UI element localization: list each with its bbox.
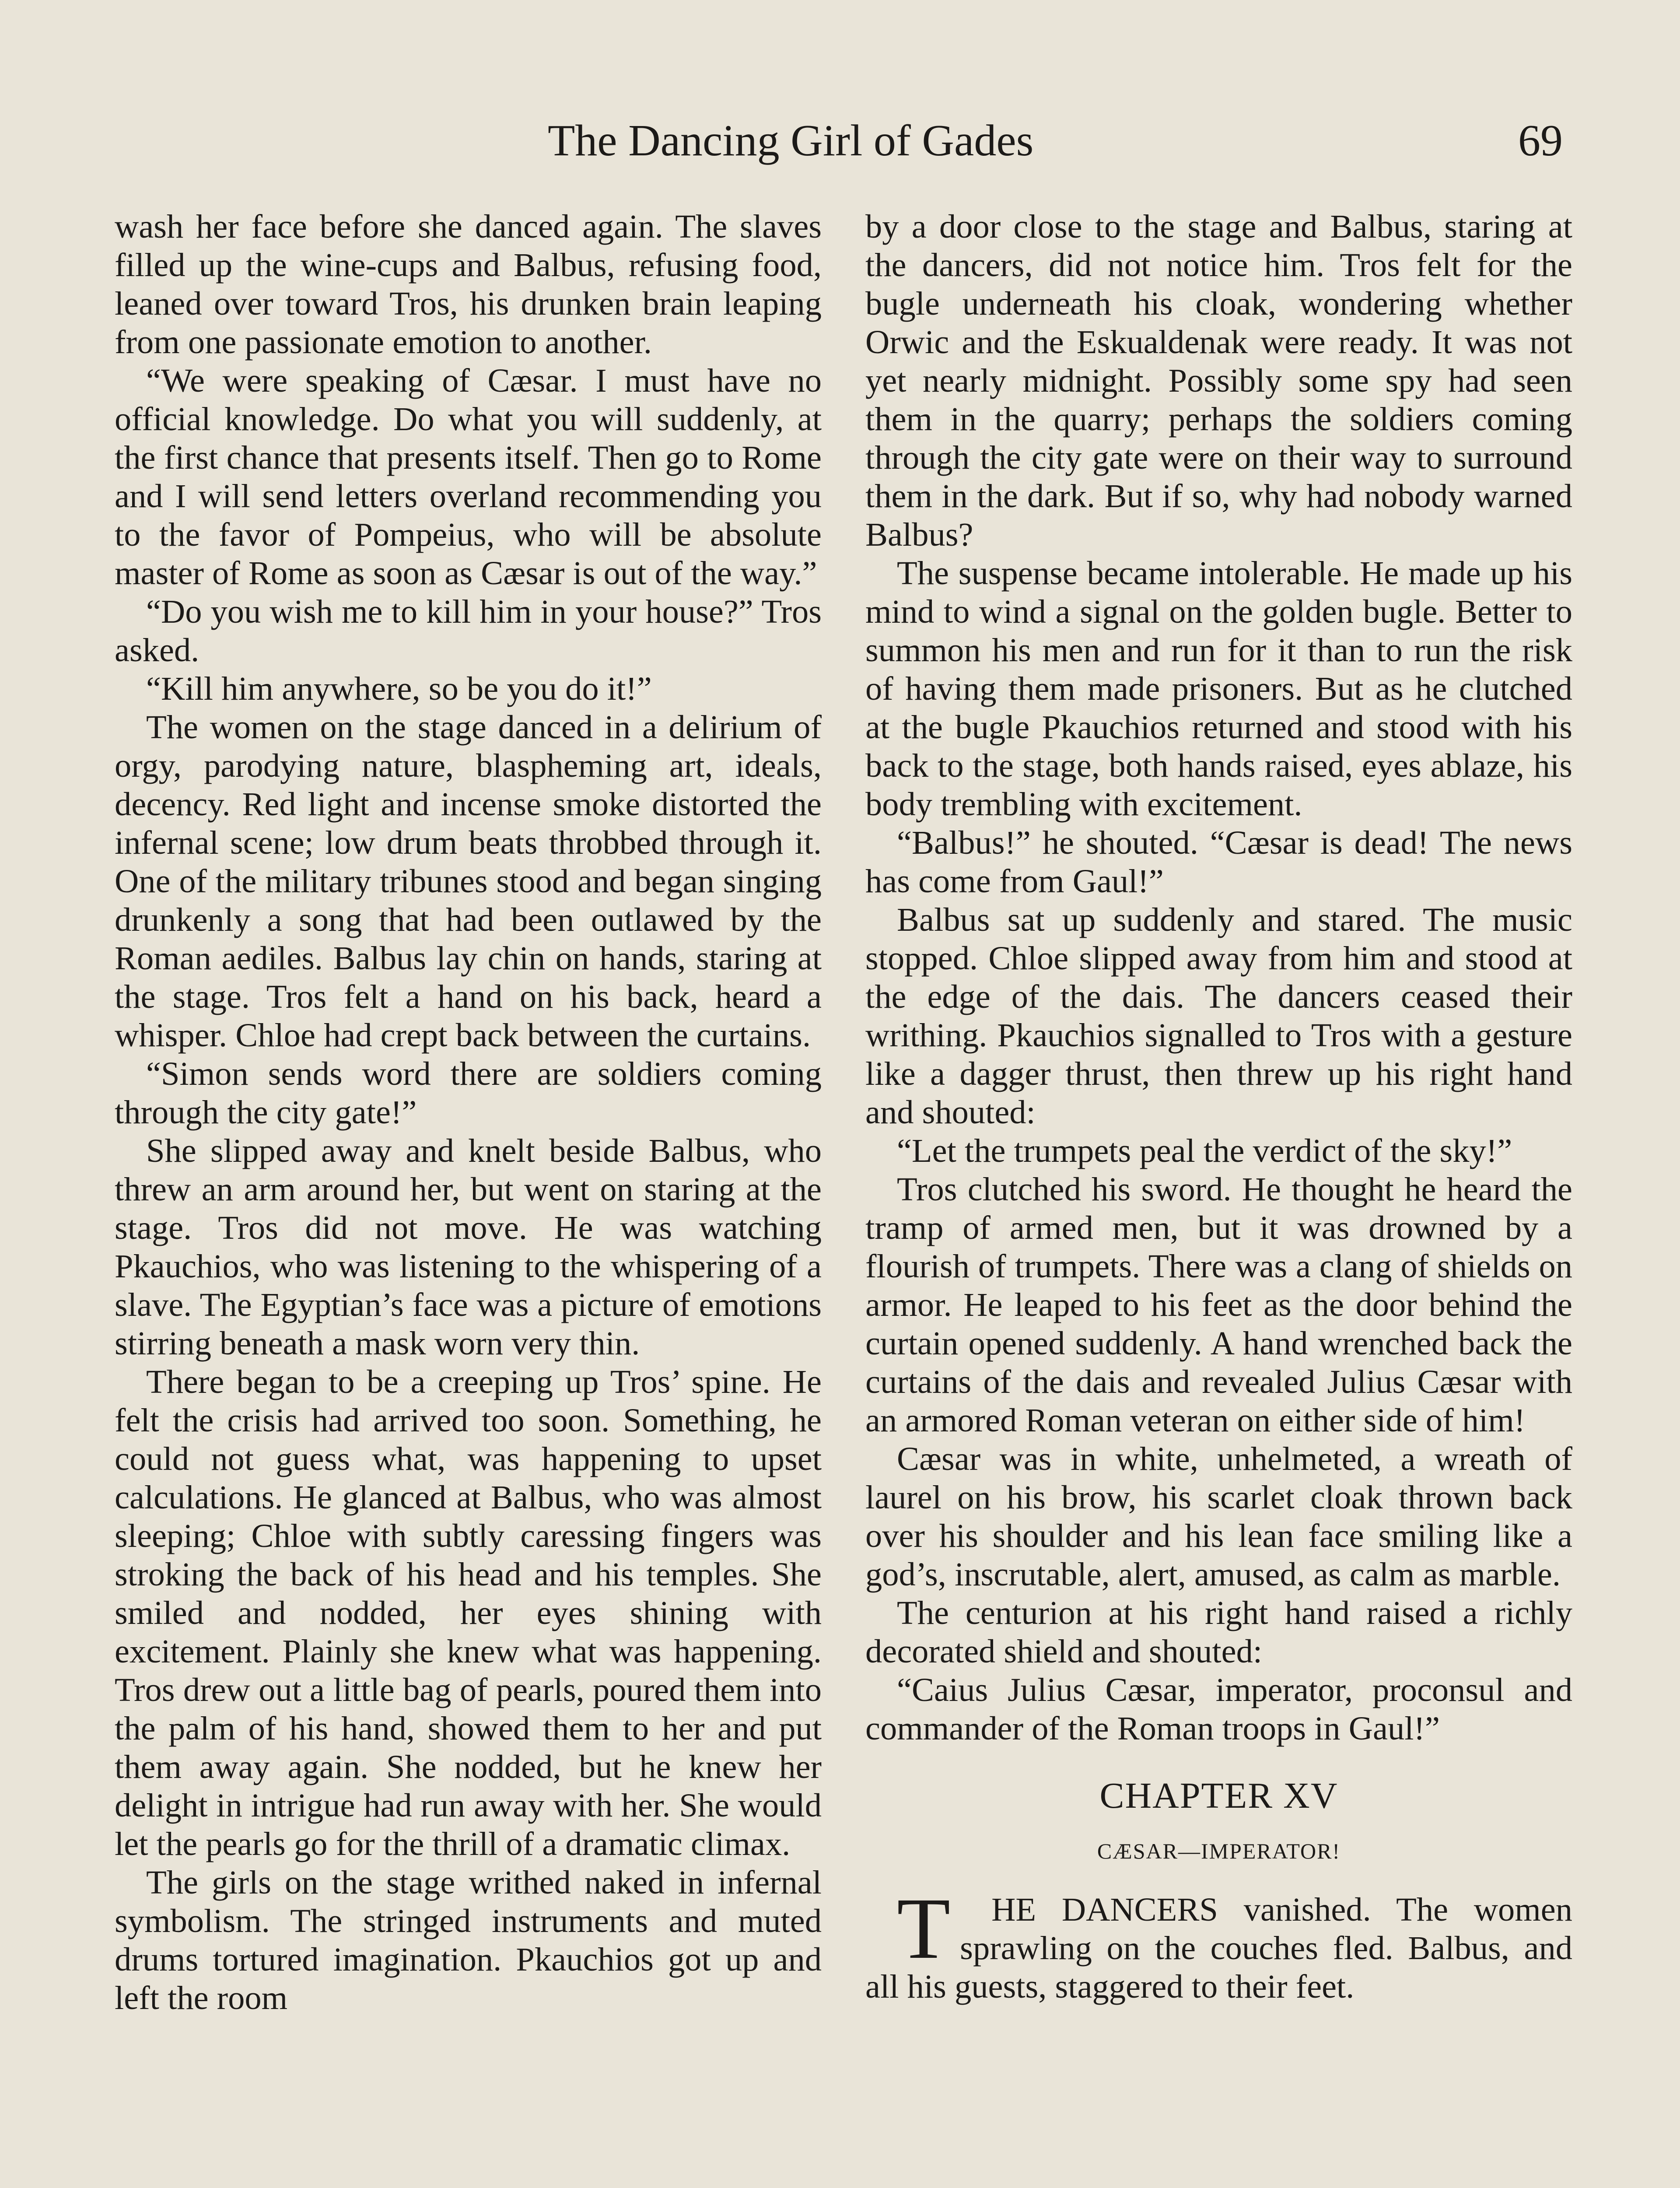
chapter-opening-paragraph bbox=[865, 1880, 1572, 2006]
right-column bbox=[865, 207, 1572, 2006]
chapter-subtitle: CÆSAR—IMPERATOR! bbox=[1097, 1839, 1341, 1863]
paragraph: “Simon sends word there are soldiers coming through the city gate!” bbox=[115, 1055, 822, 1131]
paragraph: by a door close to the stage and Balbus, staring at the dancers, did not notice him. Tros felt for the bugle underneath his cloak, wondering whether Orwic and the Eskualdenak were ready. It was not yet nearly midnight. Possibly some spy had seen them in the quarry; perhaps the soldiers coming through the city gate were on their way to surround them in the dark. But if so, why had nobody warned Balbus? bbox=[865, 208, 1572, 553]
paragraph: The girls on the stage writhed naked in infernal symbolism. The stringed instruments and muted drums tortured imagination. Pkauchios got up and left the room bbox=[115, 1864, 822, 2016]
paragraph: She slipped away and knelt beside Balbus, who threw an arm around her, but went on staring at the stage. Tros did not move. He was watching Pkauchios, who was listening to the whispering of a slave. The Egyptian’s face was a picture of emotions stirring beneath a mask worn very thin. bbox=[115, 1132, 822, 1362]
paragraph: “We were speaking of Cæsar. I must have no official knowledge. Do what you will suddenly, at the first chance that presents itself. Then go to Rome and I will send letters overland recommending you to the favor of Pompeius, who will be absolute master of Rome as soon as Cæsar is out of the way.” bbox=[115, 362, 822, 592]
chapter-opening-text: HE DANCERS vanished. The women sprawling on the couches fled. Balbus, and all his guests, staggered to their feet. bbox=[865, 1891, 1572, 2005]
left-column bbox=[115, 207, 822, 2017]
paragraph: The centurion at his right hand raised a richly decorated shield and shouted: bbox=[865, 1594, 1572, 1670]
paragraph: Cæsar was in white, unhelmeted, a wreath of laurel on his brow, his scarlet cloak thrown back over his shoulder and his lean face smiling like a god’s, inscrutable, alert, amused, as calm as marble. bbox=[865, 1440, 1572, 1593]
paragraph: “Kill him anywhere, so be you do it!” bbox=[146, 670, 652, 707]
paragraph: “Do you wish me to kill him in your house?” Tros asked. bbox=[115, 593, 822, 669]
paragraph: “Balbus!” he shouted. “Cæsar is dead! The news has come from Gaul!” bbox=[865, 824, 1572, 900]
paragraph: wash her face before she danced again. The slaves filled up the wine-cups and Balbus, refusing food, leaned over toward Tros, his drunken brain leaping from one passionate emotion to another. bbox=[115, 208, 822, 361]
paragraph: “Caius Julius Cæsar, imperator, proconsul and commander of the Roman troops in Gaul!” bbox=[865, 1671, 1572, 1747]
paragraph: The suspense became intolerable. He made up his mind to wind a signal on the golden bugle. Better to summon his men and run for it than to run the risk of having them made prisoners. But as he clutched at the bugle Pkauchios returned and stood with his back to the stage, both hands raised, eyes ablaze, his body trembling with excitement. bbox=[865, 554, 1572, 823]
paragraph: Tros clutched his sword. He thought he heard the tramp of armed men, but it was drowned by a flourish of trumpets. There was a clang of shields on armor. He leaped to his feet as the door behind the curtain opened suddenly. A hand wrenched back the curtains of the dais and revealed Julius Cæsar with an armored Roman veteran on either side of him! bbox=[865, 1171, 1572, 1439]
paragraph: “Let the trumpets peal the verdict of the sky!” bbox=[897, 1132, 1512, 1169]
paragraph: The women on the stage danced in a delirium of orgy, parodying nature, blaspheming art, ideals, decency. Red light and incense smoke distorted the infernal scene; low drum beats throbbed through it. One of the military tribunes stood and began singing drunkenly a song that had been outlawed by the Roman aediles. Balbus lay chin on hands, staring at the stage. Tros felt a hand on his back, heard a whisper. Chloe had crept back between the curtains. bbox=[115, 708, 822, 1054]
drop-cap: T bbox=[897, 1880, 951, 1977]
running-title: The Dancing Girl of Gades bbox=[548, 116, 1034, 165]
paragraph: There began to be a creeping up Tros’ spine. He felt the crisis had arrived too soon. Something, he could not guess what, was happening to upset calculations. He glanced at Balbus, who was almost sleeping; Chloe with subtly caressing fingers was stroking the back of his head and his temples. She smiled and nodded, her eyes shining with excitement. Plainly she knew what was happening. Tros drew out a little bag of pearls, poured them into the palm of his hand, showed them to her and put them away again. She nodded, but he knew her delight in intrigue had run away with her. She would let the pearls go for the thrill of a dramatic climax. bbox=[115, 1363, 822, 1862]
page-number: 69 bbox=[1518, 116, 1563, 165]
paragraph: Balbus sat up suddenly and stared. The music stopped. Chloe slipped away from him and stood at the edge of the dais. The dancers ceased their writhing. Pkauchios signalled to Tros with a gesture like a dagger thrust, then threw up his right hand and shouted: bbox=[865, 901, 1572, 1131]
chapter-heading: CHAPTER XV bbox=[1099, 1775, 1338, 1816]
